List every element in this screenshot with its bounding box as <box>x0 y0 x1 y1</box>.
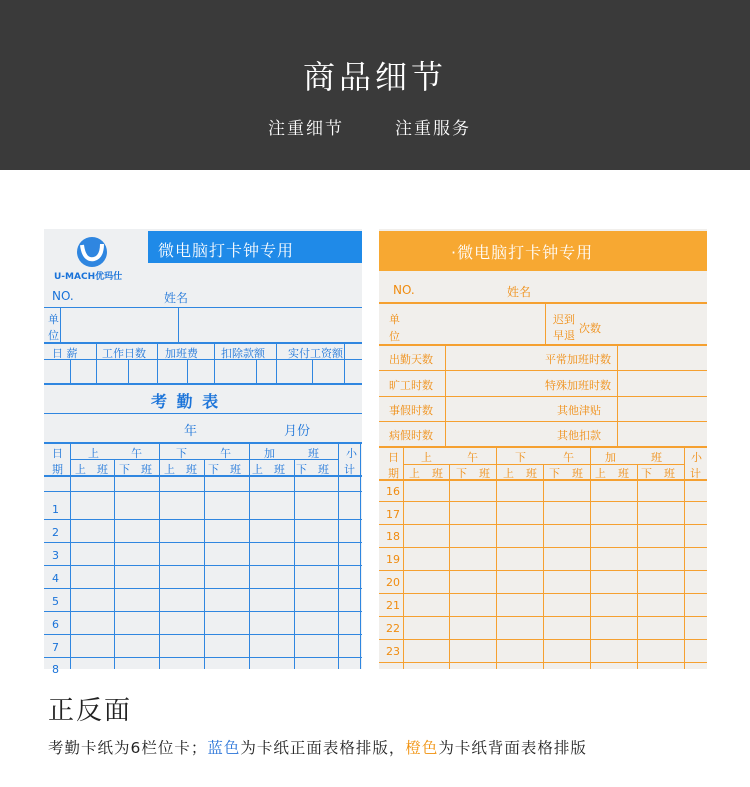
blue-day-row: 2 <box>52 526 59 539</box>
blue-grid-sub-10: 班 <box>274 463 285 476</box>
blue-grid-sub-2: 班 <box>97 463 108 476</box>
blue-salary-2: 工作日数 <box>102 347 146 360</box>
orange-left-item: 病假时数 <box>389 429 433 442</box>
orange-grid-sub-6: 班 <box>526 467 537 480</box>
blue-grid-top-pm1: 下 <box>176 447 187 460</box>
blue-day-row: 8 <box>52 663 59 676</box>
orange-grid-sub-2: 班 <box>432 467 443 480</box>
logo-text: U-MACH优玛仕 <box>54 272 123 282</box>
orange-day-row: 19 <box>386 553 400 566</box>
page-title: 商品细节 <box>302 58 447 96</box>
blue-day-row: 4 <box>52 572 59 585</box>
blue-grid-top-ot2: 班 <box>308 447 319 460</box>
blue-grid-sub-0: 期 <box>52 463 63 476</box>
section-title: 正反面 <box>48 696 133 726</box>
orange-grid-top-ot1: 加 <box>605 451 616 464</box>
orange-grid-top-pm1: 下 <box>515 451 526 464</box>
orange-grid-sub-1: 上 <box>409 467 420 480</box>
orange-grid-sub-10: 班 <box>618 467 629 480</box>
orange-right-item: 其他津贴 <box>557 404 601 417</box>
orange-day-row: 23 <box>386 645 400 658</box>
blue-grid-sub-7: 下 <box>208 463 219 476</box>
blue-day-row: 7 <box>52 641 59 654</box>
description-blue: 蓝色 <box>207 739 241 757</box>
blue-day-row: 3 <box>52 549 59 562</box>
blue-grid-top-pm2: 午 <box>220 447 231 460</box>
umach-logo-icon <box>72 235 112 269</box>
blue-salary-1: 日 薪 <box>52 347 78 360</box>
blue-heading: 考 勤 表 <box>151 392 221 411</box>
orange-count: 次数 <box>579 322 601 335</box>
orange-late-2: 早退 <box>553 329 575 342</box>
orange-left-item: 旷工时数 <box>389 379 433 392</box>
orange-day-row: 22 <box>386 622 400 635</box>
blue-unit-label-1: 单 <box>48 313 59 326</box>
orange-banner-text: ·微电脑打卡钟专用 <box>451 243 594 262</box>
blue-unit-label-2: 位 <box>48 329 59 342</box>
blue-day-row: 6 <box>52 618 59 631</box>
orange-late-1: 迟到 <box>553 313 575 326</box>
blue-banner-text: 微电脑打卡钟专用 <box>158 241 295 260</box>
orange-unit-2: 位 <box>389 330 400 343</box>
orange-right-item: 特殊加班时数 <box>545 379 611 392</box>
orange-timecard-back <box>379 229 707 669</box>
orange-grid-sub-5: 上 <box>503 467 514 480</box>
orange-grid-top-total: 小 <box>691 451 702 464</box>
blue-year-label: 年 <box>184 424 198 439</box>
blue-salary-3: 加班费 <box>165 347 198 360</box>
description-part-a: 考勤卡纸为6栏位卡； <box>48 739 208 757</box>
blue-month-label: 月份 <box>284 424 311 439</box>
description-part-c: 为卡纸背面表格排版 <box>438 739 587 757</box>
blue-grid-top-am2: 午 <box>131 447 142 460</box>
orange-day-row: 21 <box>386 599 400 612</box>
description-part-b: 为卡纸正面表格排版， <box>240 739 406 757</box>
orange-left-item: 事假时数 <box>389 404 433 417</box>
blue-grid-top-am1: 上 <box>88 447 99 460</box>
blue-timecard-front <box>44 229 362 676</box>
orange-day-row: 16 <box>386 485 400 498</box>
orange-grid-sub-9: 上 <box>595 467 606 480</box>
blue-grid-sub-3: 下 <box>119 463 130 476</box>
orange-grid-top-pm2: 午 <box>563 451 574 464</box>
orange-grid-top-day: 日 <box>388 451 399 464</box>
blue-grid-sub-11: 下 <box>296 463 307 476</box>
blue-day-row: 1 <box>52 503 59 516</box>
blue-grid-sub-1: 上 <box>75 463 86 476</box>
orange-grid-sub-12: 班 <box>664 467 675 480</box>
blue-grid-sub-13: 计 <box>344 463 355 476</box>
blue-grid-sub-12: 班 <box>318 463 329 476</box>
orange-grid-sub-11: 下 <box>641 467 652 480</box>
orange-left-item: 出勤天数 <box>389 353 433 366</box>
orange-name-label: 姓名 <box>507 285 532 299</box>
blue-grid-sub-4: 班 <box>141 463 152 476</box>
orange-grid-sub-0: 期 <box>388 467 399 480</box>
orange-grid-sub-13: 计 <box>690 467 701 480</box>
description-orange: 橙色 <box>405 739 439 757</box>
orange-grid-sub-8: 班 <box>572 467 583 480</box>
orange-day-row: 18 <box>386 530 400 543</box>
orange-right-item: 平常加班时数 <box>545 353 611 366</box>
orange-day-row: 17 <box>386 508 400 521</box>
orange-unit-1: 单 <box>389 313 400 326</box>
blue-no-label: NO. <box>52 289 74 303</box>
blue-grid-sub-9: 上 <box>252 463 263 476</box>
orange-day-row: 20 <box>386 576 400 589</box>
orange-grid-top-am1: 上 <box>421 451 432 464</box>
blue-grid-top-ot1: 加 <box>264 447 275 460</box>
blue-salary-4: 扣除款额 <box>221 347 265 360</box>
blue-salary-5: 实付工资额 <box>288 347 343 360</box>
subtitle-left: 注重细节 <box>268 119 344 139</box>
blue-name-label: 姓名 <box>164 291 189 305</box>
blue-grid-sub-5: 上 <box>164 463 175 476</box>
orange-grid-sub-3: 下 <box>456 467 467 480</box>
blue-day-row: 5 <box>52 595 59 608</box>
orange-grid-sub-7: 下 <box>549 467 560 480</box>
subtitle-right: 注重服务 <box>395 119 471 139</box>
orange-grid-top-ot2: 班 <box>651 451 662 464</box>
header-banner <box>0 0 750 170</box>
orange-no-label: NO. <box>393 283 415 297</box>
blue-grid-top-total: 小 <box>346 447 357 460</box>
orange-grid-sub-4: 班 <box>479 467 490 480</box>
orange-grid-top-am2: 午 <box>467 451 478 464</box>
orange-right-item: 其他扣款 <box>557 429 601 442</box>
blue-grid-sub-6: 班 <box>186 463 197 476</box>
description-line <box>48 736 587 758</box>
blue-grid-top-day: 日 <box>52 447 63 460</box>
blue-grid-sub-8: 班 <box>230 463 241 476</box>
